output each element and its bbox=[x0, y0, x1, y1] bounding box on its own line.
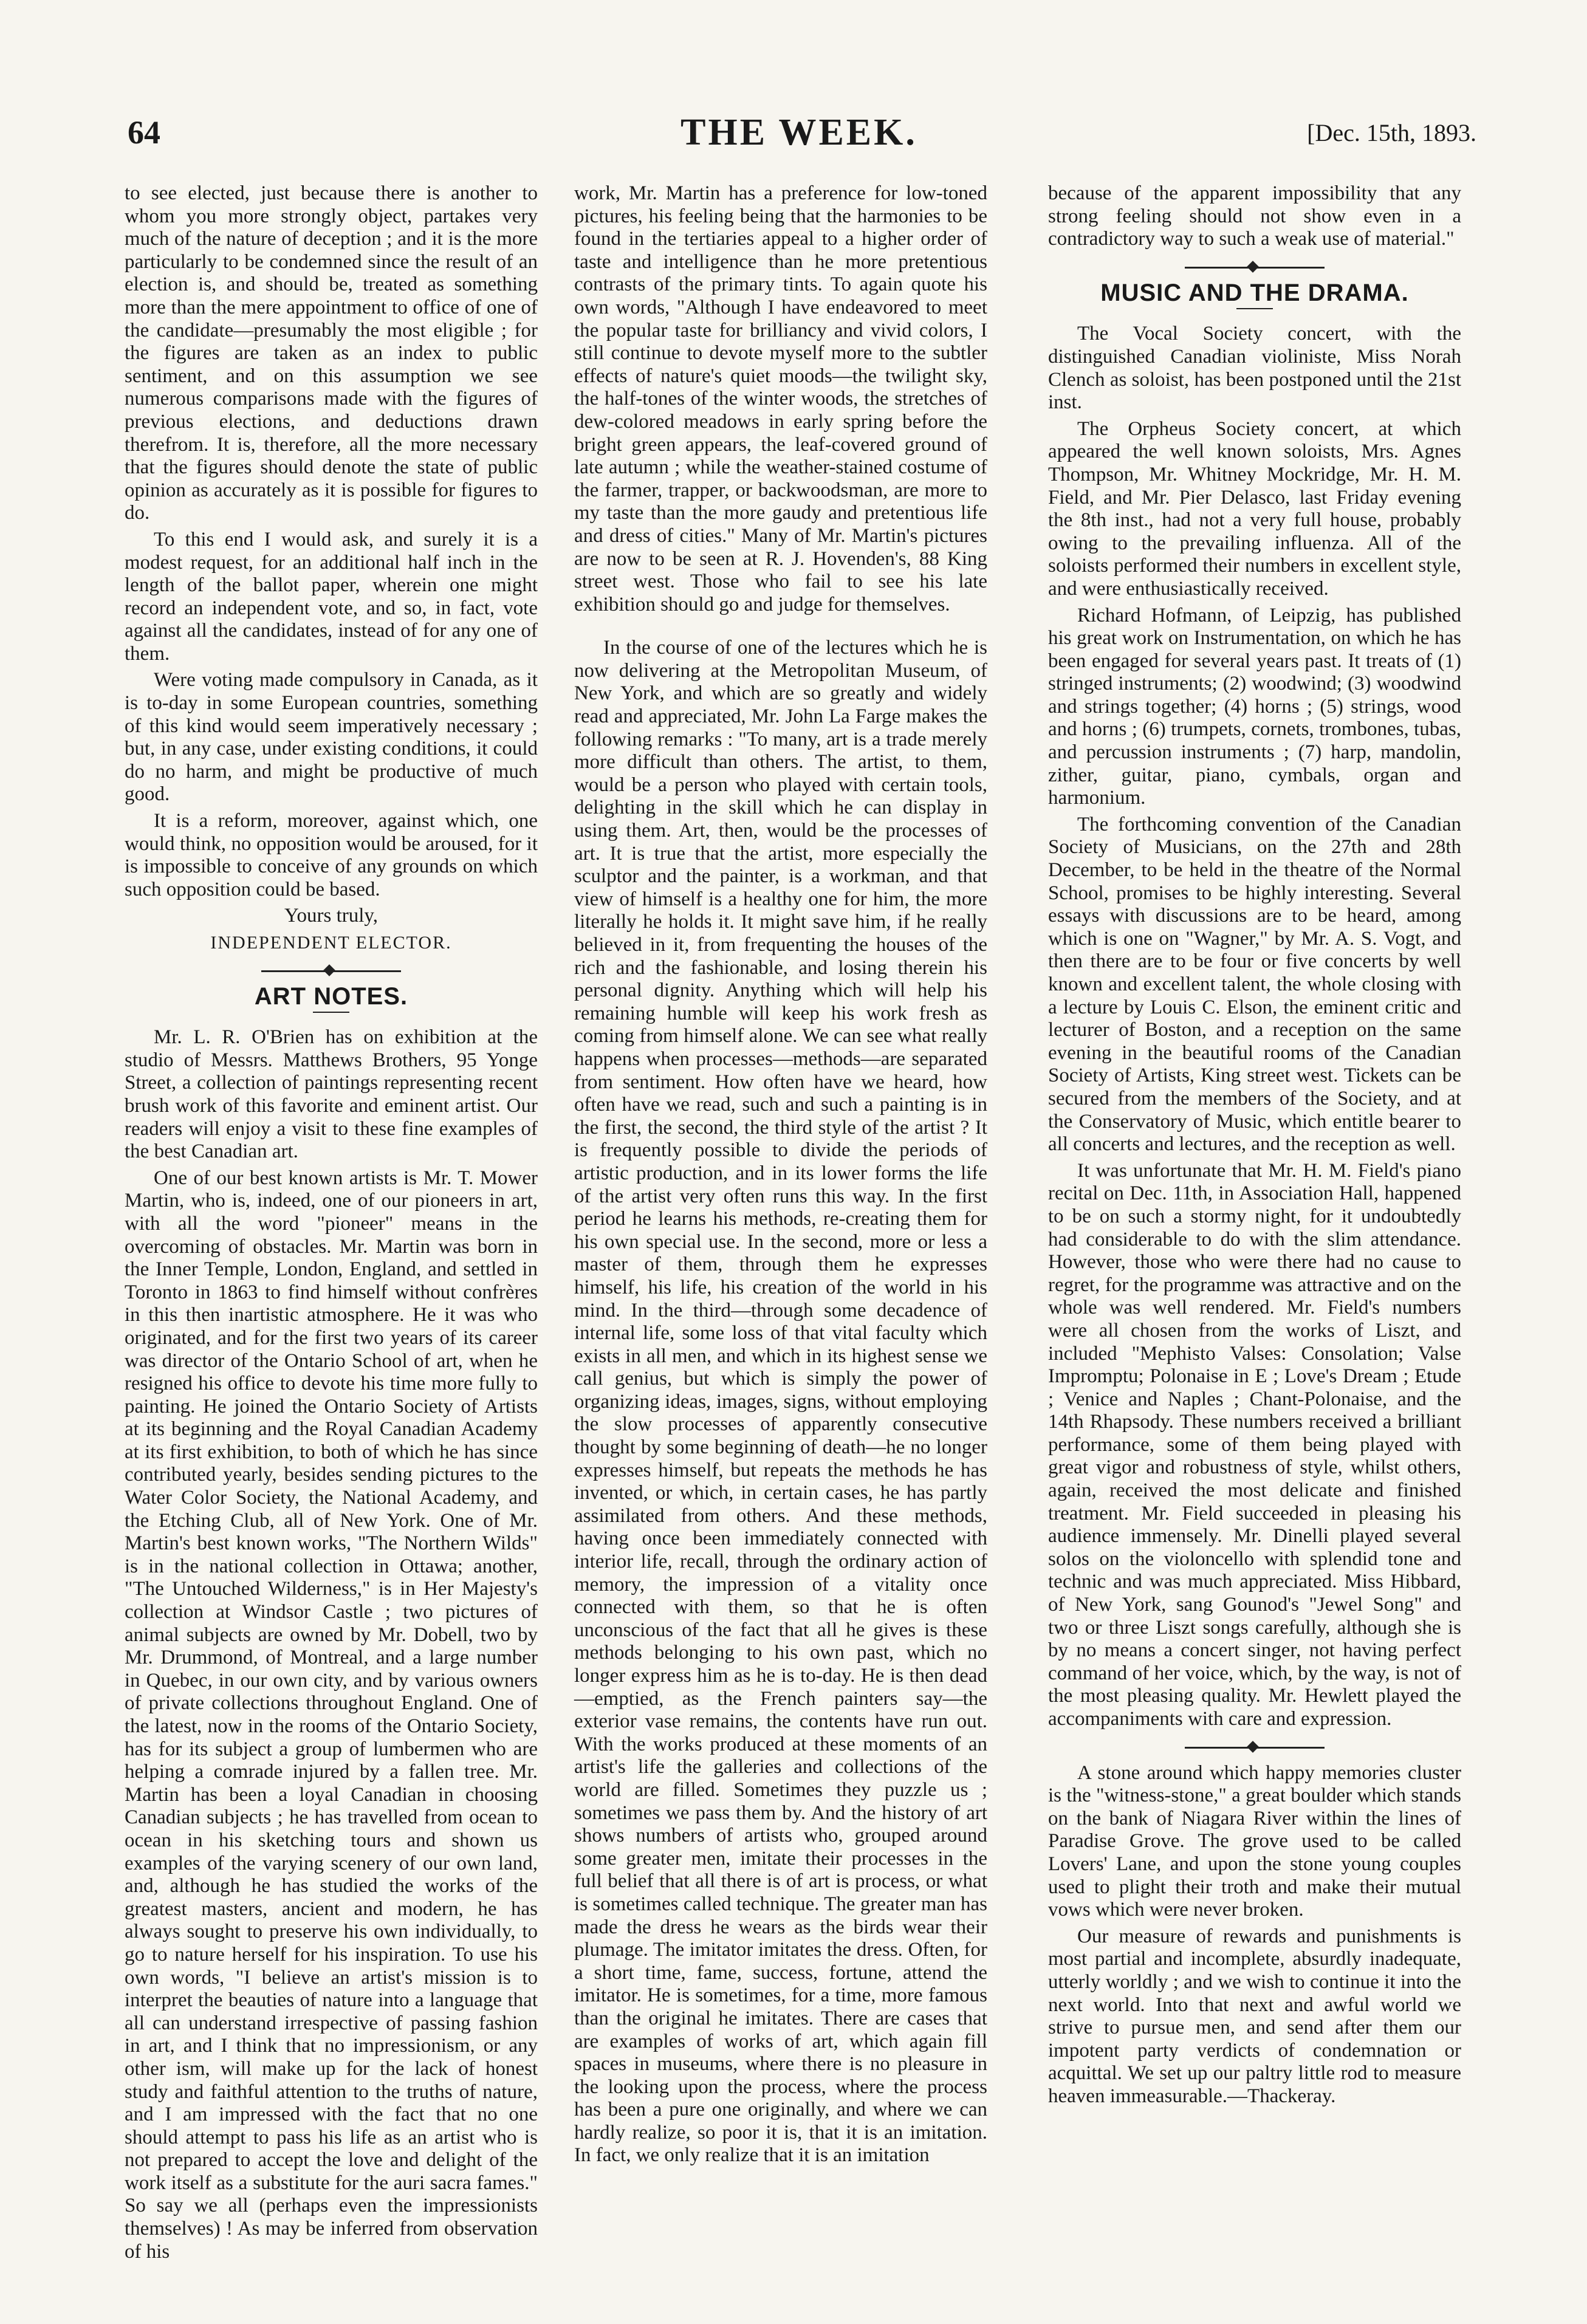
letter-paragraph: To this end I would ask, and surely it is a modest request, for an additional half inch in the length of the ballot paper, wherein one might record an independent vote, and so, in fact, vote against all the candidates, instead of for any one of them. bbox=[125, 528, 538, 665]
heading-rule bbox=[1236, 308, 1273, 309]
heading-rule bbox=[313, 1012, 349, 1013]
issue-date: [Dec. 15th, 1893. bbox=[1307, 119, 1476, 146]
article-paragraph: work, Mr. Martin has a preference for low-toned pictures, his feeling being that the harmonies to be found in the tertiaries appeal to a higher order of taste and intelligence than he more pretentious contrasts of the primary tints. To again quote his own words, "Although I have endeavored to meet the popular taste for brilliancy and vivid colors, I still continue to devote myself more to the subtler effects of nature's quiet moods—the twilight sky, the half-tones of the winter woods, the stretches of dew-colored meadows in early spring before the bright green appears, the leaf-covered ground of late autumn ; while the weather-stained costume of the farmer, trapper, or backwoodsman, are more to my taste than the more gaudy and pretentious life and dress of cities." Many of Mr. Martin's pictures are now to be seen at R. J. Hovenden's, 88 King street west. Those who fail to see his late exhibition should go and judge for themselves. bbox=[574, 182, 987, 615]
column-left bbox=[125, 182, 538, 2263]
article-paragraph: Mr. L. R. O'Brien has on exhibition at the studio of Messrs. Matthews Brothers, 95 Yonge Street, a collection of paintings representing recent brush work of this favorite and eminent artist. Our readers will enjoy a visit to these fine examples of the best Canadian art. bbox=[125, 1026, 538, 1163]
article-paragraph: Our measure of rewards and punishments is most partial and incomplete, absurdly inadequate, utterly worldly ; and we wish to continue it into the next world. Into that next and awful world we strive to pursue men, and send after them our impotent party verdicts of condemnation or acquittal. We set up our paltry little rod to measure heaven immeasurable.—Thackeray. bbox=[1048, 1925, 1461, 2107]
column-middle bbox=[574, 182, 987, 2167]
article-paragraph: Richard Hofmann, of Leipzig, has published his great work on Instrumentation, on which he has been engaged for several years past. It treats of (1) stringed instruments; (2) woodwind; (3) woodwind and strings together; (4) horns ; (5) strings, wood and horns ; (6) trumpets, cornets, trombones, tubas, and percussion instruments ; (7) harp, mandolin, zither, guitar, piano, cymbals, organ and harmonium. bbox=[1048, 604, 1461, 809]
letter-paragraph: It is a reform, moreover, against which, one would think, no opposition would be aroused, for it is impossible to conceive of any grounds on which such opposition could be based. bbox=[125, 810, 538, 900]
column-right bbox=[1048, 182, 1461, 2108]
article-paragraph: One of our best known artists is Mr. T. Mower Martin, who is, indeed, one of our pioneers in art, with all the word "pioneer" means in the overcoming of obstacles. Mr. Martin was born in the Inner Temple, London, England, and settled in Toronto in 1863 to find himself without confrères in this then inartistic atmosphere. He it was who originated, and for the first two years of its career was director of the Ontario School of art, when he resigned his office to devote his time more fully to painting. He joined the Ontario Society of Artists at its beginning and the Royal Canadian Academy at its first exhibition, to both of which he has since contributed yearly, besides sending pictures to the Water Color Society, the National Academy, and the Etching Club, all of New York. One of Mr. Martin's best known works, "The Northern Wilds" is in the national collection in Ottawa; another, "The Untouched Wilderness," is in Her Majesty's collection at Windsor Castle ; two pictures of animal subjects are owned by Mr. Dobell, two by Mr. Drummond, of Montreal, and a large number in Quebec, in our own city, and by various owners of private collections throughout England. One of the latest, now in the rooms of the Ontario Society, has for its subject a group of lumbermen who are helping a comrade injured by a fallen tree. Mr. Martin has been a loyal Canadian in choosing Canadian subjects ; he has travelled from ocean to ocean in his sketching tours and shown us examples of the varying scenery of our own land, and, although he has studied the works of the greatest masters, ancient and modern, he has always sought to preserve his own individually, to go to nature herself for his inspiration. To use his own words, "I believe an artist's mission is to interpret the beauties of nature into a language that all can understand irrespective of passing fashion in art, and I think that no impressionism, or any other ism, will make up for the lack of honest study and faithful attention to the truths of nature, and I am impressed with the fact that no one should attempt to pass his life as an artist who is not prepared to accept the love and delight of the work itself as a substitute for the auri sacra fames." So say we all (perhaps even the impressionists themselves) ! As may be inferred from observation of his bbox=[125, 1167, 538, 2263]
masthead bbox=[122, 106, 1476, 161]
letter-signoff: Yours truly, bbox=[284, 905, 379, 927]
article-paragraph: The Vocal Society concert, with the distinguished Canadian violiniste, Miss Norah Clench as soloist, has been postponed until the 21st inst. bbox=[1048, 323, 1461, 414]
article-paragraph: A stone around which happy memories cluster is the "witness-stone," a great boulder which stands on the bank of Niagara River within the lines of Paradise Grove. The grove used to be called Lovers' Lane, and upon the stone young couples used to plight their troth and make their mutual vows which were never broken. bbox=[1048, 1761, 1461, 1921]
letter-signature: INDEPENDENT ELECTOR. bbox=[210, 933, 452, 953]
article-paragraph: It was unfortunate that Mr. H. M. Field's piano recital on Dec. 11th, in Association Hall, happened to be on such a stormy night, for it undoubtedly had considerable to do with the slim attendance. However, those who were there had no cause to regret, for the programme was attractive and on the whole was well rendered. Mr. Field's numbers were all chosen from the works of Liszt, and included "Mephisto Valses: Consolation; Valse Impromptu; Polonaise in E ; Love's Dream ; Etude ; Venice and Naples ; Chant-Polonaise, and the 14th Rhapsody. These numbers received a brilliant performance, some of them being played with great vigor and robustness of style, whilst others, again, received the most delicate and finished treatment. Mr. Field succeeded in pleasing his audience immensely. Mr. Dinelli played several solos on the violoncello with splendid tone and technic and was much appreciated. Miss Hibbard, of New York, sang Gounod's "Jewel Song" and two or three Liszt songs carefully, although she is by no means a concert singer, not having perfect command of her voice, which, by the way, is not of the most pleasing quality. Mr. Hewlett played the accompaniments with care and expression. bbox=[1048, 1159, 1461, 1730]
article-paragraph: because of the apparent impossibility that any strong feeling should not show even in a contradictory way to such a weak use of material." bbox=[1048, 182, 1461, 250]
letter-paragraph: Were voting made compulsory in Canada, as it is to-day in some European countries, something of this kind would seem imperatively necessary ; but, in any case, under existing conditions, it could do no harm, and might be productive of much good. bbox=[125, 669, 538, 806]
article-paragraph: In the course of one of the lectures which he is now delivering at the Metropolitan Museum, of New York, and which are so greatly and widely read and appreciated, Mr. John La Farge makes the following remarks : "To many, art is a trade merely more difficult than others. The artist, to them, would be a person who played with certain tools, delighting in the skill which he can display in using them. Art, then, would be the processes of art. It is true that the artist, more especially the sculptor and the painter, is a workman, and that view of himself is a healthy one for him, the more literally he holds it. It might save him, if he really believed in it, from frequenting the houses of the rich and the fashionable, and losing therein his personal dignity. Anything which will help his remaining humble will keep his work fresh as coming from himself alone. We can see what really happens when processes—methods—are separated from sentiment. How often have we heard, how often have we read, such and such a painting is in the first, the second, the third style of the artist ? It is frequently possible to divide the periods of artistic production, and in its lower forms the life of the artist very often runs this way. In the first period he learns his methods, re-creating them for his own special use. In the second, more or less a master of them, through them he expresses himself, his life, his creation of the world in his mind. In the third—through some decadence of internal life, some loss of that vital faculty which exists in all men, and which in its highest sense we call genius, but which is simply the power of organizing ideas, images, signs, without employing the slow processes of apparently consecutive thought by some beginning of death—he no longer expresses himself, but repeats the methods he has invented, or which, in certain cases, he has partly assimilated from others. And these methods, having once been immediately connected with interior life, recall, through the ordinary action of memory, the impression of a vitality once connected with them, so that he is often unconscious of the fact that all he gives is these methods belonging to his own past, which no longer express him as he is to-day. He is then dead —emptied, as the French painters say—the exterior vase remains, the contents have run out. With the works produced at these moments of an artist's life the galleries and collections of the world are filled. Sometimes they puzzle us ; sometimes we pass them by. And the history of art shows numbers of artists who, grouped around some greater men, imitate their processes in the full belief that all there is of art is process, or what is sometimes called technique. The greater man has made the dress he wears as the birds wear their plumage. The imitator imitates the dress. Often, for a short time, fame, success, fortune, attend the imitator. He is sometimes, for a time, more famous than the original he imitates. There are cases that are examples of works of art, which again fill spaces in museums, where there is no pleasure in the looking upon the process, where the process has been a pure one originally, and where we can hardly realize, so poor it is, that it is an imitation. In fact, we only realize that it is an imitation bbox=[574, 637, 987, 2167]
section-heading-art-notes: ART NOTES. bbox=[254, 982, 408, 1010]
article-paragraph: The forthcoming convention of the Canadian Society of Musicians, on the 27th and 28th December, to be held in the theatre of the Normal School, promises to be highly interesting. Several essays with discussions are to be heard, among which is one on "Wagner," by Mr. A. S. Vogt, and then there are to be four or five concerts by well known and excellent talent, the whole closing with a lecture by Louis C. Elson, the eminent critic and lecturer of Boston, and a reception on the same evening in the beautiful rooms of the Canadian Society of Artists, King street west. Tickets can be secured from the members of the Society, and at the Conservatory of Music, which entitle bearer to all concerts and lectures, and the reception as well. bbox=[1048, 813, 1461, 1156]
page-number: 64 bbox=[128, 114, 160, 151]
newspaper-title: THE WEEK. bbox=[680, 112, 917, 153]
section-heading-music-drama: MUSIC AND THE DRAMA. bbox=[1100, 279, 1409, 306]
section-divider bbox=[261, 970, 401, 972]
letter-paragraph: to see elected, just because there is another to whom you more strongly object, partakes very much of the nature of deception ; and it is the more particularly to be condemned since the result of an election is, and should be, treated as something more than the mere appointment to office of one of the candidate—presumably the most eligible ; for the figures are taken as an index to public sentiment, and on this assumption we see numerous comparisons made with the figures of previous elections, and deductions drawn therefrom. It is, therefore, all the more necessary that the figures should denote the state of public opinion as accurately as it is possible for figures to do. bbox=[125, 182, 538, 524]
section-divider bbox=[1185, 1747, 1325, 1749]
section-divider bbox=[1185, 267, 1325, 269]
article-paragraph: The Orpheus Society concert, at which appeared the well known soloists, Mrs. Agnes Thompson, Mr. Whitney Mockridge, Mr. H. M. Field, and Mr. Pier Delasco, last Friday evening the 8th inst., had not a very full house, probably owing to the prevailing influenza. All of the soloists performed their numbers in excellent style, and were enthusiastically received. bbox=[1048, 417, 1461, 600]
